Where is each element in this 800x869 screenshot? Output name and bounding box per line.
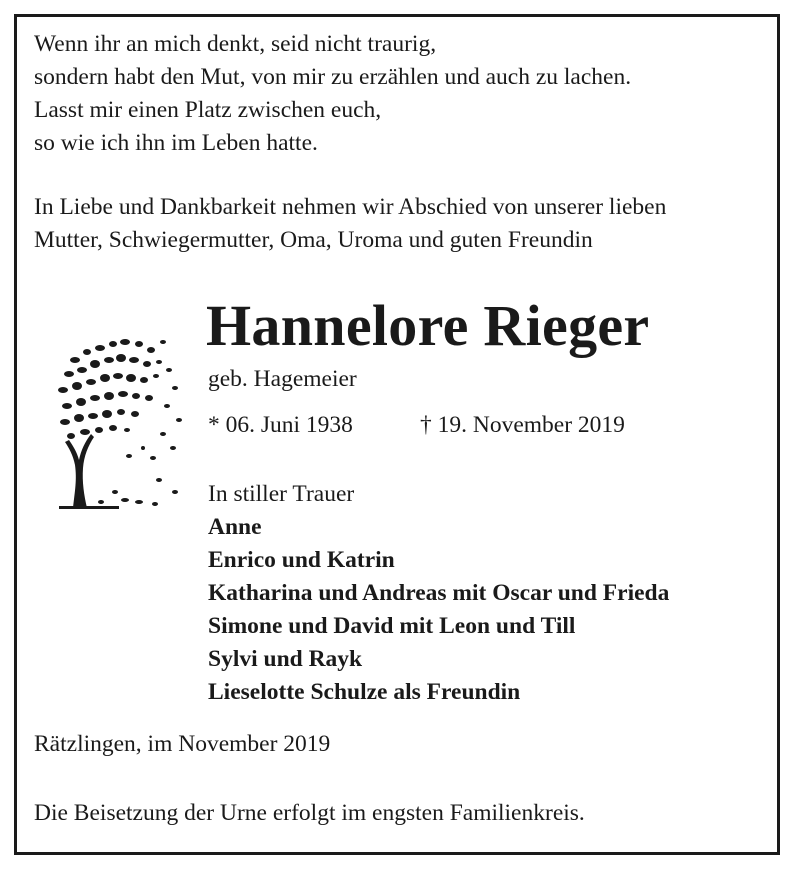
tree-with-falling-leaves-icon <box>55 330 190 515</box>
mourner-name: Simone und David mit Leon und Till <box>208 613 576 639</box>
maiden-name: geb. Hagemeier <box>208 366 357 392</box>
mourner-name: Anne <box>208 514 262 540</box>
intro-line: In Liebe und Dankbarkeit nehmen wir Abschied von unserer lieben <box>34 194 667 220</box>
burial-note: Die Beisetzung der Urne erfolgt im engsten Familienkreis. <box>34 800 585 826</box>
poem <box>34 28 631 160</box>
poem-line: Wenn ihr an mich denkt, seid nicht traurig, <box>34 31 437 57</box>
place-and-date: Rätzlingen, im November 2019 <box>34 731 331 757</box>
mourner-name: Enrico und Katrin <box>208 547 395 573</box>
mourner-name: Lieselotte Schulze als Freundin <box>208 679 521 705</box>
deceased-name: Hannelore Rieger <box>206 293 650 358</box>
mourners-block <box>208 478 669 709</box>
birth-date: * 06. Juni 1938 <box>208 412 353 438</box>
poem-line: so wie ich ihn im Leben hatte. <box>34 130 318 156</box>
mourner-name: Katharina und Andreas mit Oscar und Frieda <box>208 580 670 606</box>
poem-line: sondern habt den Mut, von mir zu erzählen und auch zu lachen. <box>34 64 632 90</box>
mourner-name: Sylvi und Rayk <box>208 646 363 672</box>
mourners-heading: In stiller Trauer <box>208 481 355 507</box>
poem-line: Lasst mir einen Platz zwischen euch, <box>34 97 382 123</box>
death-date: † 19. November 2019 <box>420 412 625 438</box>
intro-text <box>34 191 666 257</box>
intro-line: Mutter, Schwiegermutter, Oma, Uroma und guten Freundin <box>34 227 593 253</box>
